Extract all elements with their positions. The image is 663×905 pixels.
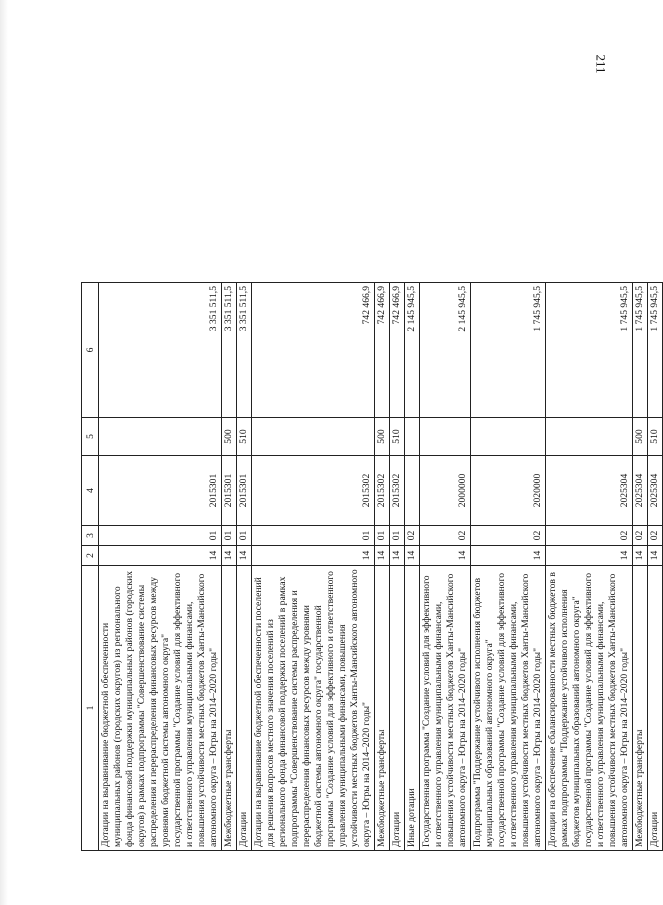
row-subsection: 02 (633, 526, 648, 546)
rotated-page (81, 283, 660, 851)
scan-edge (0, 0, 8, 905)
table-row (420, 283, 471, 851)
row-description: Дотации на выравнивание бюджетной обеспеченности муниципальных районов (городских округов) из регионального фонда финансовой поддержки муниципальных районов (городских округов) в рамках подпрограммы "Совершенствование системы распределения и перераспределения финансовых ресурсов между уровнями бюджетной системы автономного округа" государственной программы "Создание условий для эффективного и ответственного управления муниципальными финансами, повышения устойчивости местных бюджетов Ханты-Мансийского автономного округа – Югры на 2014–2020 годы" (99, 566, 222, 851)
row-target-article (405, 456, 420, 526)
row-amount: 3 351 511,5 (222, 283, 237, 418)
page-number: 211 (593, 54, 609, 74)
row-target-article: 2025304 (546, 456, 633, 526)
row-description: Иные дотации (405, 566, 420, 851)
row-section: 14 (252, 546, 375, 566)
row-section: 14 (546, 546, 633, 566)
row-amount: 1 745 945,5 (546, 283, 633, 418)
row-expense-type (420, 418, 471, 456)
row-section: 14 (471, 546, 546, 566)
row-description: Дотации (648, 566, 663, 851)
row-section: 14 (633, 546, 648, 566)
table-row (633, 283, 648, 851)
row-target-article: 2025304 (648, 456, 663, 526)
row-subsection: 01 (99, 526, 222, 546)
row-amount: 2 145 945,5 (420, 283, 471, 418)
row-subsection: 01 (390, 526, 405, 546)
table-row (546, 283, 633, 851)
row-expense-type (99, 418, 222, 456)
row-target-article: 2015301 (99, 456, 222, 526)
row-expense-type: 500 (375, 418, 390, 456)
row-expense-type: 500 (633, 418, 648, 456)
table-row (390, 283, 405, 851)
header-col-3: 3 (82, 526, 99, 546)
row-target-article: 2020000 (471, 456, 546, 526)
table-row (237, 283, 252, 851)
table-row (222, 283, 237, 851)
row-section: 14 (648, 546, 663, 566)
table-row (648, 283, 663, 851)
row-subsection: 01 (237, 526, 252, 546)
row-amount: 742 466,9 (390, 283, 405, 418)
table-body (99, 283, 663, 851)
table-row (375, 283, 390, 851)
row-section: 14 (375, 546, 390, 566)
row-description: Межбюджетные трансферты (222, 566, 237, 851)
row-target-article: 2015302 (390, 456, 405, 526)
header-row (82, 283, 99, 851)
row-amount: 1 745 945,5 (471, 283, 546, 418)
row-subsection: 02 (420, 526, 471, 546)
header-col-5: 5 (82, 418, 99, 456)
row-description: Подпрограмма "Поддержание устойчивого исполнения бюджетов муниципальных образований автономного округа" государственной программы "Создание условий для эффективного и ответственного управления муниципальными финансами, повышения устойчивости местных бюджетов Ханты-Мансийского автономного округа – Югры на 2014–2020 годы" (471, 566, 546, 851)
row-subsection: 02 (405, 526, 420, 546)
header-col-6: 6 (82, 283, 99, 418)
row-target-article: 2015302 (252, 456, 375, 526)
header-col-1: 1 (82, 566, 99, 851)
table-row (405, 283, 420, 851)
row-expense-type: 510 (390, 418, 405, 456)
row-section: 14 (405, 546, 420, 566)
row-subsection: 02 (648, 526, 663, 546)
row-description: Межбюджетные трансферты (633, 566, 648, 851)
row-description: Дотации на обеспечение сбалансированности местных бюджетов в рамках подпрограммы "Поддержание устойчивого исполнения бюджетов муниципальных образований автономного округа" государственной программы "Создание условий для эффективного и ответственного управления муниципальными финансами, повышения устойчивости местных бюджетов Ханты-Мансийского автономного округа – Югры на 2014–2020 годы" (546, 566, 633, 851)
row-amount: 3 351 511,5 (237, 283, 252, 418)
budget-table (81, 282, 663, 851)
row-subsection: 02 (546, 526, 633, 546)
row-subsection: 02 (471, 526, 546, 546)
row-description: Дотации на выравнивание бюджетной обеспеченности поселений для решения вопросов местного значения поселений из регионального фонда финансовой поддержки поселений в рамках подпрограммы "Совершенствование системы распределения и перераспределения финансовых ресурсов между уровнями бюджетной системы автономного округа" государственной программы "Создание условий для эффективного и ответственного управления муниципальными финансами, повышения устойчивости местных бюджетов Ханты-Мансийского автономного округа – Югры на 2014–2020 годы" (252, 566, 375, 851)
row-amount: 742 466,9 (252, 283, 375, 418)
header-col-2: 2 (82, 546, 99, 566)
row-expense-type (252, 418, 375, 456)
row-expense-type (471, 418, 546, 456)
row-target-article: 2015301 (237, 456, 252, 526)
row-expense-type: 510 (648, 418, 663, 456)
row-section: 14 (99, 546, 222, 566)
row-subsection: 01 (252, 526, 375, 546)
row-subsection: 01 (375, 526, 390, 546)
row-section: 14 (420, 546, 471, 566)
table-row (99, 283, 222, 851)
row-target-article: 2000000 (420, 456, 471, 526)
row-amount: 742 466,9 (375, 283, 390, 418)
row-amount: 1 745 945,5 (648, 283, 663, 418)
row-description: Дотации (390, 566, 405, 851)
row-expense-type: 500 (222, 418, 237, 456)
row-subsection: 01 (222, 526, 237, 546)
row-description: Государственная программа "Создание условий для эффективного и ответственного управления муниципальными финансами, повышения устойчивости местных бюджетов Ханты-Мансийского автономного округа – Югры на 2014–2020 годы" (420, 566, 471, 851)
row-expense-type (546, 418, 633, 456)
table-row (252, 283, 375, 851)
row-description: Дотации (237, 566, 252, 851)
row-target-article: 2015302 (375, 456, 390, 526)
row-target-article: 2015301 (222, 456, 237, 526)
row-target-article: 2025304 (633, 456, 648, 526)
row-amount: 2 145 945,5 (405, 283, 420, 418)
row-section: 14 (237, 546, 252, 566)
row-section: 14 (390, 546, 405, 566)
table-row (471, 283, 546, 851)
row-amount: 3 351 511,5 (99, 283, 222, 418)
row-expense-type (405, 418, 420, 456)
row-section: 14 (222, 546, 237, 566)
row-amount: 1 745 945,5 (633, 283, 648, 418)
row-description: Межбюджетные трансферты (375, 566, 390, 851)
row-expense-type: 510 (237, 418, 252, 456)
header-col-4: 4 (82, 456, 99, 526)
